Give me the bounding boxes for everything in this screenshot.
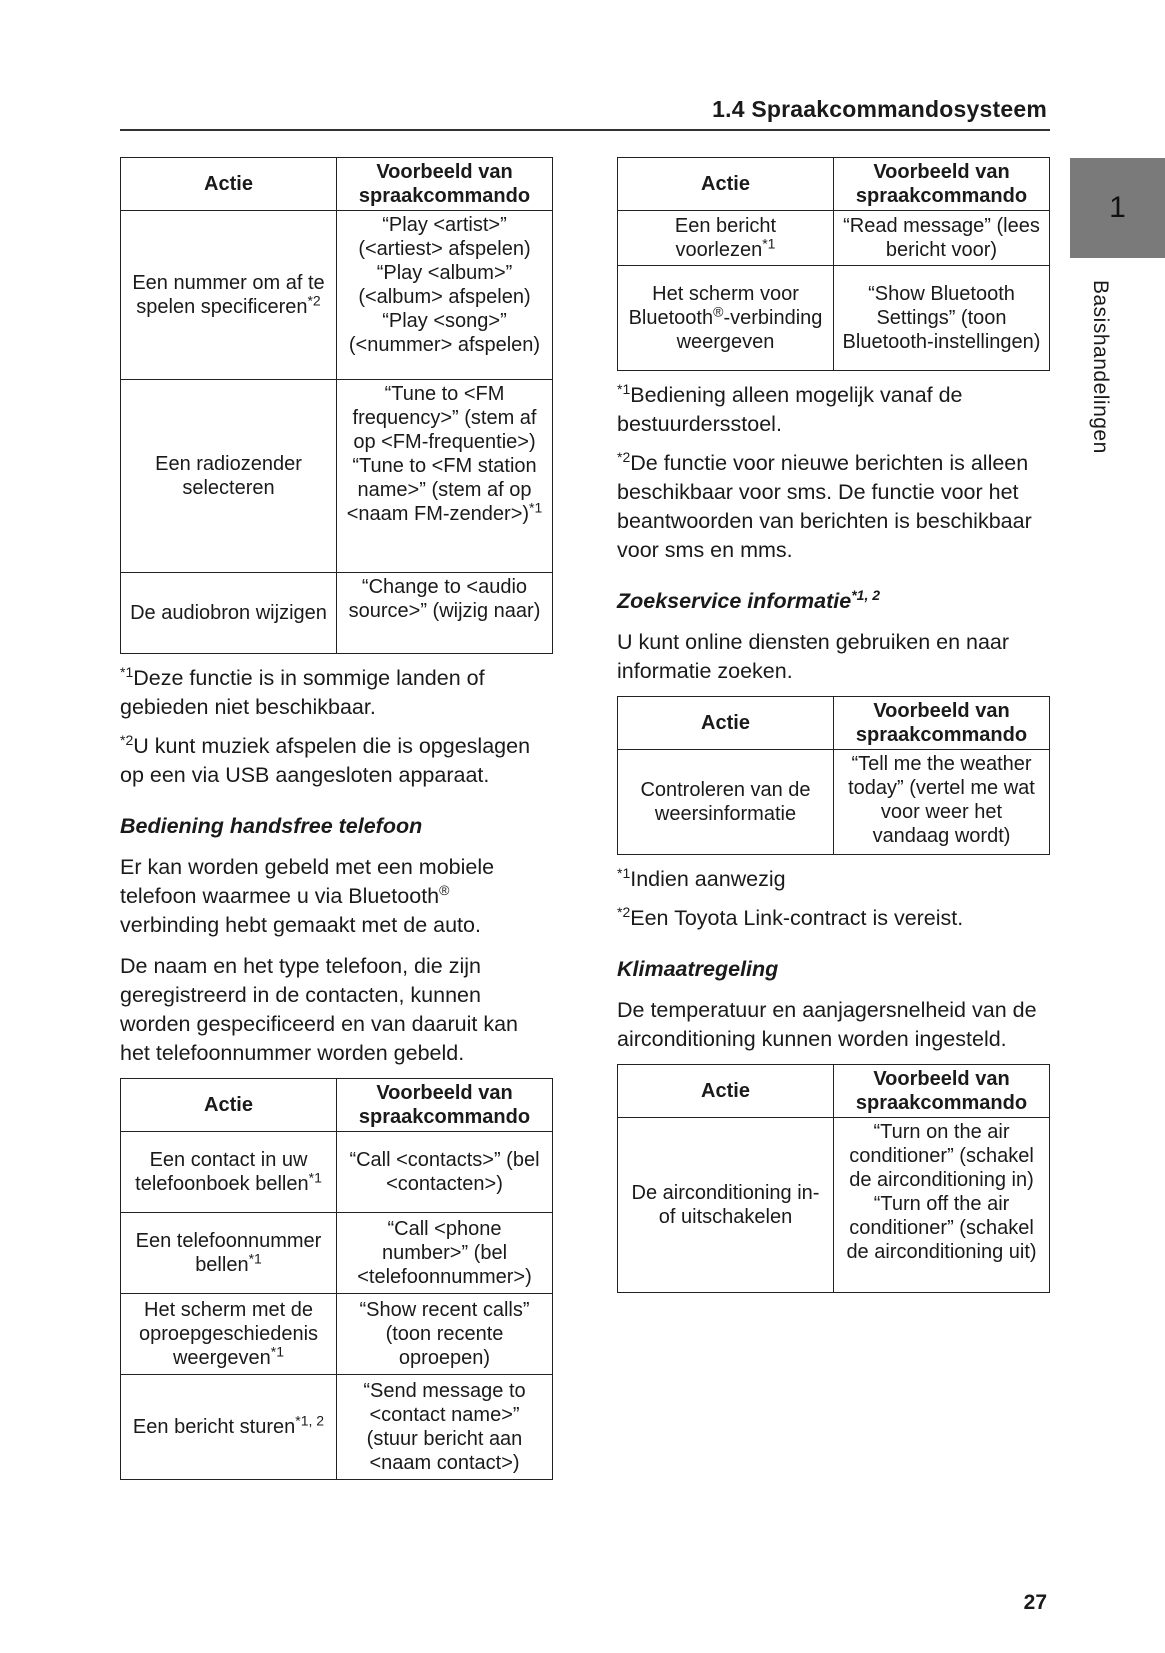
action-cell: Een radiozender selecteren <box>121 380 337 573</box>
table-row <box>618 750 1050 855</box>
footnote: $^{*1}$Deze functie is in sommige landen of gebieden niet beschikbaar. <box>120 663 485 719</box>
chapter-number: 1 <box>1109 191 1126 224</box>
header-rule <box>120 129 1050 131</box>
right-column <box>617 157 1049 1293</box>
header-action: Actie <box>618 1065 834 1118</box>
command-cell: “Turn on the air conditioner” (schakel de airconditioning in) “Turn off the air conditioner” (schakel de airconditioning uit) <box>834 1118 1050 1293</box>
command-cell: “Call <phone number>” (bel <telefoonnummer>) <box>337 1213 553 1294</box>
header-action: Actie <box>121 158 337 211</box>
action-cell: Het scherm met de oproepgeschiedenis weergeven$^{*1}$ <box>121 1294 337 1375</box>
command-cell: “Call <contacts>” (bel <contacten>) <box>337 1132 553 1213</box>
search-command-table <box>617 696 1050 855</box>
command-cell: “Tell me the weather today” (vertel me wat voor weer het vandaag wordt) <box>834 750 1050 855</box>
chapter-tab <box>1070 158 1165 258</box>
table-header-row <box>618 1065 1050 1118</box>
command-cell: “Show Bluetooth Settings” (toon Bluetooth-instellingen) <box>834 266 1050 371</box>
message-command-table <box>617 157 1050 371</box>
action-cell: Een telefoonnummer bellen$^{*1}$ <box>121 1213 337 1294</box>
table-row <box>121 1213 553 1294</box>
action-cell: Een bericht sturen$^{*1, 2}$ <box>121 1375 337 1480</box>
table-row <box>618 211 1050 266</box>
header-action: Actie <box>618 158 834 211</box>
table-row <box>121 1375 553 1480</box>
action-cell: De airconditioning in- of uitschakelen <box>618 1118 834 1293</box>
table-row <box>121 211 553 380</box>
header-command: Voorbeeld van spraakcommando <box>834 1065 1050 1118</box>
action-cell: Het scherm voor Bluetooth®-verbinding weergeven <box>618 266 834 371</box>
header-action: Actie <box>121 1079 337 1132</box>
table-header-row <box>618 158 1050 211</box>
handsfree-paragraph: De naam en het type telefoon, die zijn geregistreerd in de contacten, kunnen worden gespecificeerd en van daaruit kan het telefoonnummer worden gebeld. <box>120 954 519 1065</box>
handsfree-heading: Bediening handsfree telefoon <box>120 814 423 838</box>
command-cell: “Show recent calls” (toon recente oproepen) <box>337 1294 553 1375</box>
header-command: Voorbeeld van spraakcommando <box>337 1079 553 1132</box>
media-command-table <box>120 157 553 654</box>
table-row <box>121 1294 553 1375</box>
footnote: $^{*2}$U kunt muziek afspelen die is opgeslagen op een via USB aangesloten apparaat. <box>120 731 531 787</box>
table-header-row <box>121 158 553 211</box>
table-header-row <box>121 1079 553 1132</box>
table-header-row <box>618 697 1050 750</box>
header-command: Voorbeeld van spraakcommando <box>834 158 1050 211</box>
table-row <box>121 573 553 654</box>
table-row <box>121 1132 553 1213</box>
climate-command-table <box>617 1064 1050 1293</box>
table-row <box>618 266 1050 371</box>
table-row <box>618 1118 1050 1293</box>
action-cell: Een bericht voorlezen$^{*1}$ <box>618 211 834 266</box>
command-cell: “Read message” (lees bericht voor) <box>834 211 1050 266</box>
handsfree-paragraph: Er kan worden gebeld met een mobiele telefoon waarmee u via Bluetooth® verbinding hebt gemaakt met de auto. <box>120 855 495 937</box>
action-cell: Een contact in uw telefoonboek bellen$^{*1}$ <box>121 1132 337 1213</box>
search-paragraph: U kunt online diensten gebruiken en naar informatie zoeken. <box>617 630 1010 683</box>
footnote: $^{*1}$Indien aanwezig <box>617 864 786 891</box>
action-cell: Controleren van de weersinformatie <box>618 750 834 855</box>
climate-heading: Klimaatregeling <box>617 957 779 981</box>
footnote: $^{*2}$Een Toyota Link-contract is vereist. <box>617 903 964 930</box>
page-number: 27 <box>1023 1591 1047 1614</box>
search-heading: Zoekservice informatie$^{*1, 2}$ <box>617 586 881 613</box>
footnote: $^{*1}$Bediening alleen mogelijk vanaf de bestuurdersstoel. <box>617 380 963 436</box>
command-cell: “Send message to <contact name>” (stuur bericht aan <naam contact>) <box>337 1375 553 1480</box>
table-row <box>121 380 553 573</box>
header-command: Voorbeeld van spraakcommando <box>337 158 553 211</box>
command-cell: “Change to <audio source>” (wijzig naar) <box>337 573 553 654</box>
left-column <box>120 157 552 1480</box>
section-title: 1.4 Spraakcommandosysteem <box>712 96 1047 122</box>
action-cell: Een nummer om af te spelen specificeren$^{*2}$ <box>121 211 337 380</box>
command-cell: “Tune to <FM frequency>” (stem af op <FM-frequentie>) “Tune to <FM station name>” (stem af op <naam FM-zender>)$^{*1}$ <box>337 380 553 573</box>
header-action: Actie <box>618 697 834 750</box>
header-command: Voorbeeld van spraakcommando <box>834 697 1050 750</box>
chapter-label: Basishandelingen <box>1089 280 1112 454</box>
phone-command-table <box>120 1078 553 1480</box>
action-cell: De audiobron wijzigen <box>121 573 337 654</box>
footnote: $^{*2}$De functie voor nieuwe berichten is alleen beschikbaar voor sms. De functie voor het beantwoorden van berichten is beschikbaar voor sms en mms. <box>617 448 1032 562</box>
climate-paragraph: De temperatuur en aanjagersnelheid van de airconditioning kunnen worden ingesteld. <box>617 998 1037 1051</box>
command-cell: “Play <artist>” (<artiest> afspelen) “Play <album>” (<album> afspelen) “Play <song>” (<nummer> afspelen) <box>337 211 553 380</box>
